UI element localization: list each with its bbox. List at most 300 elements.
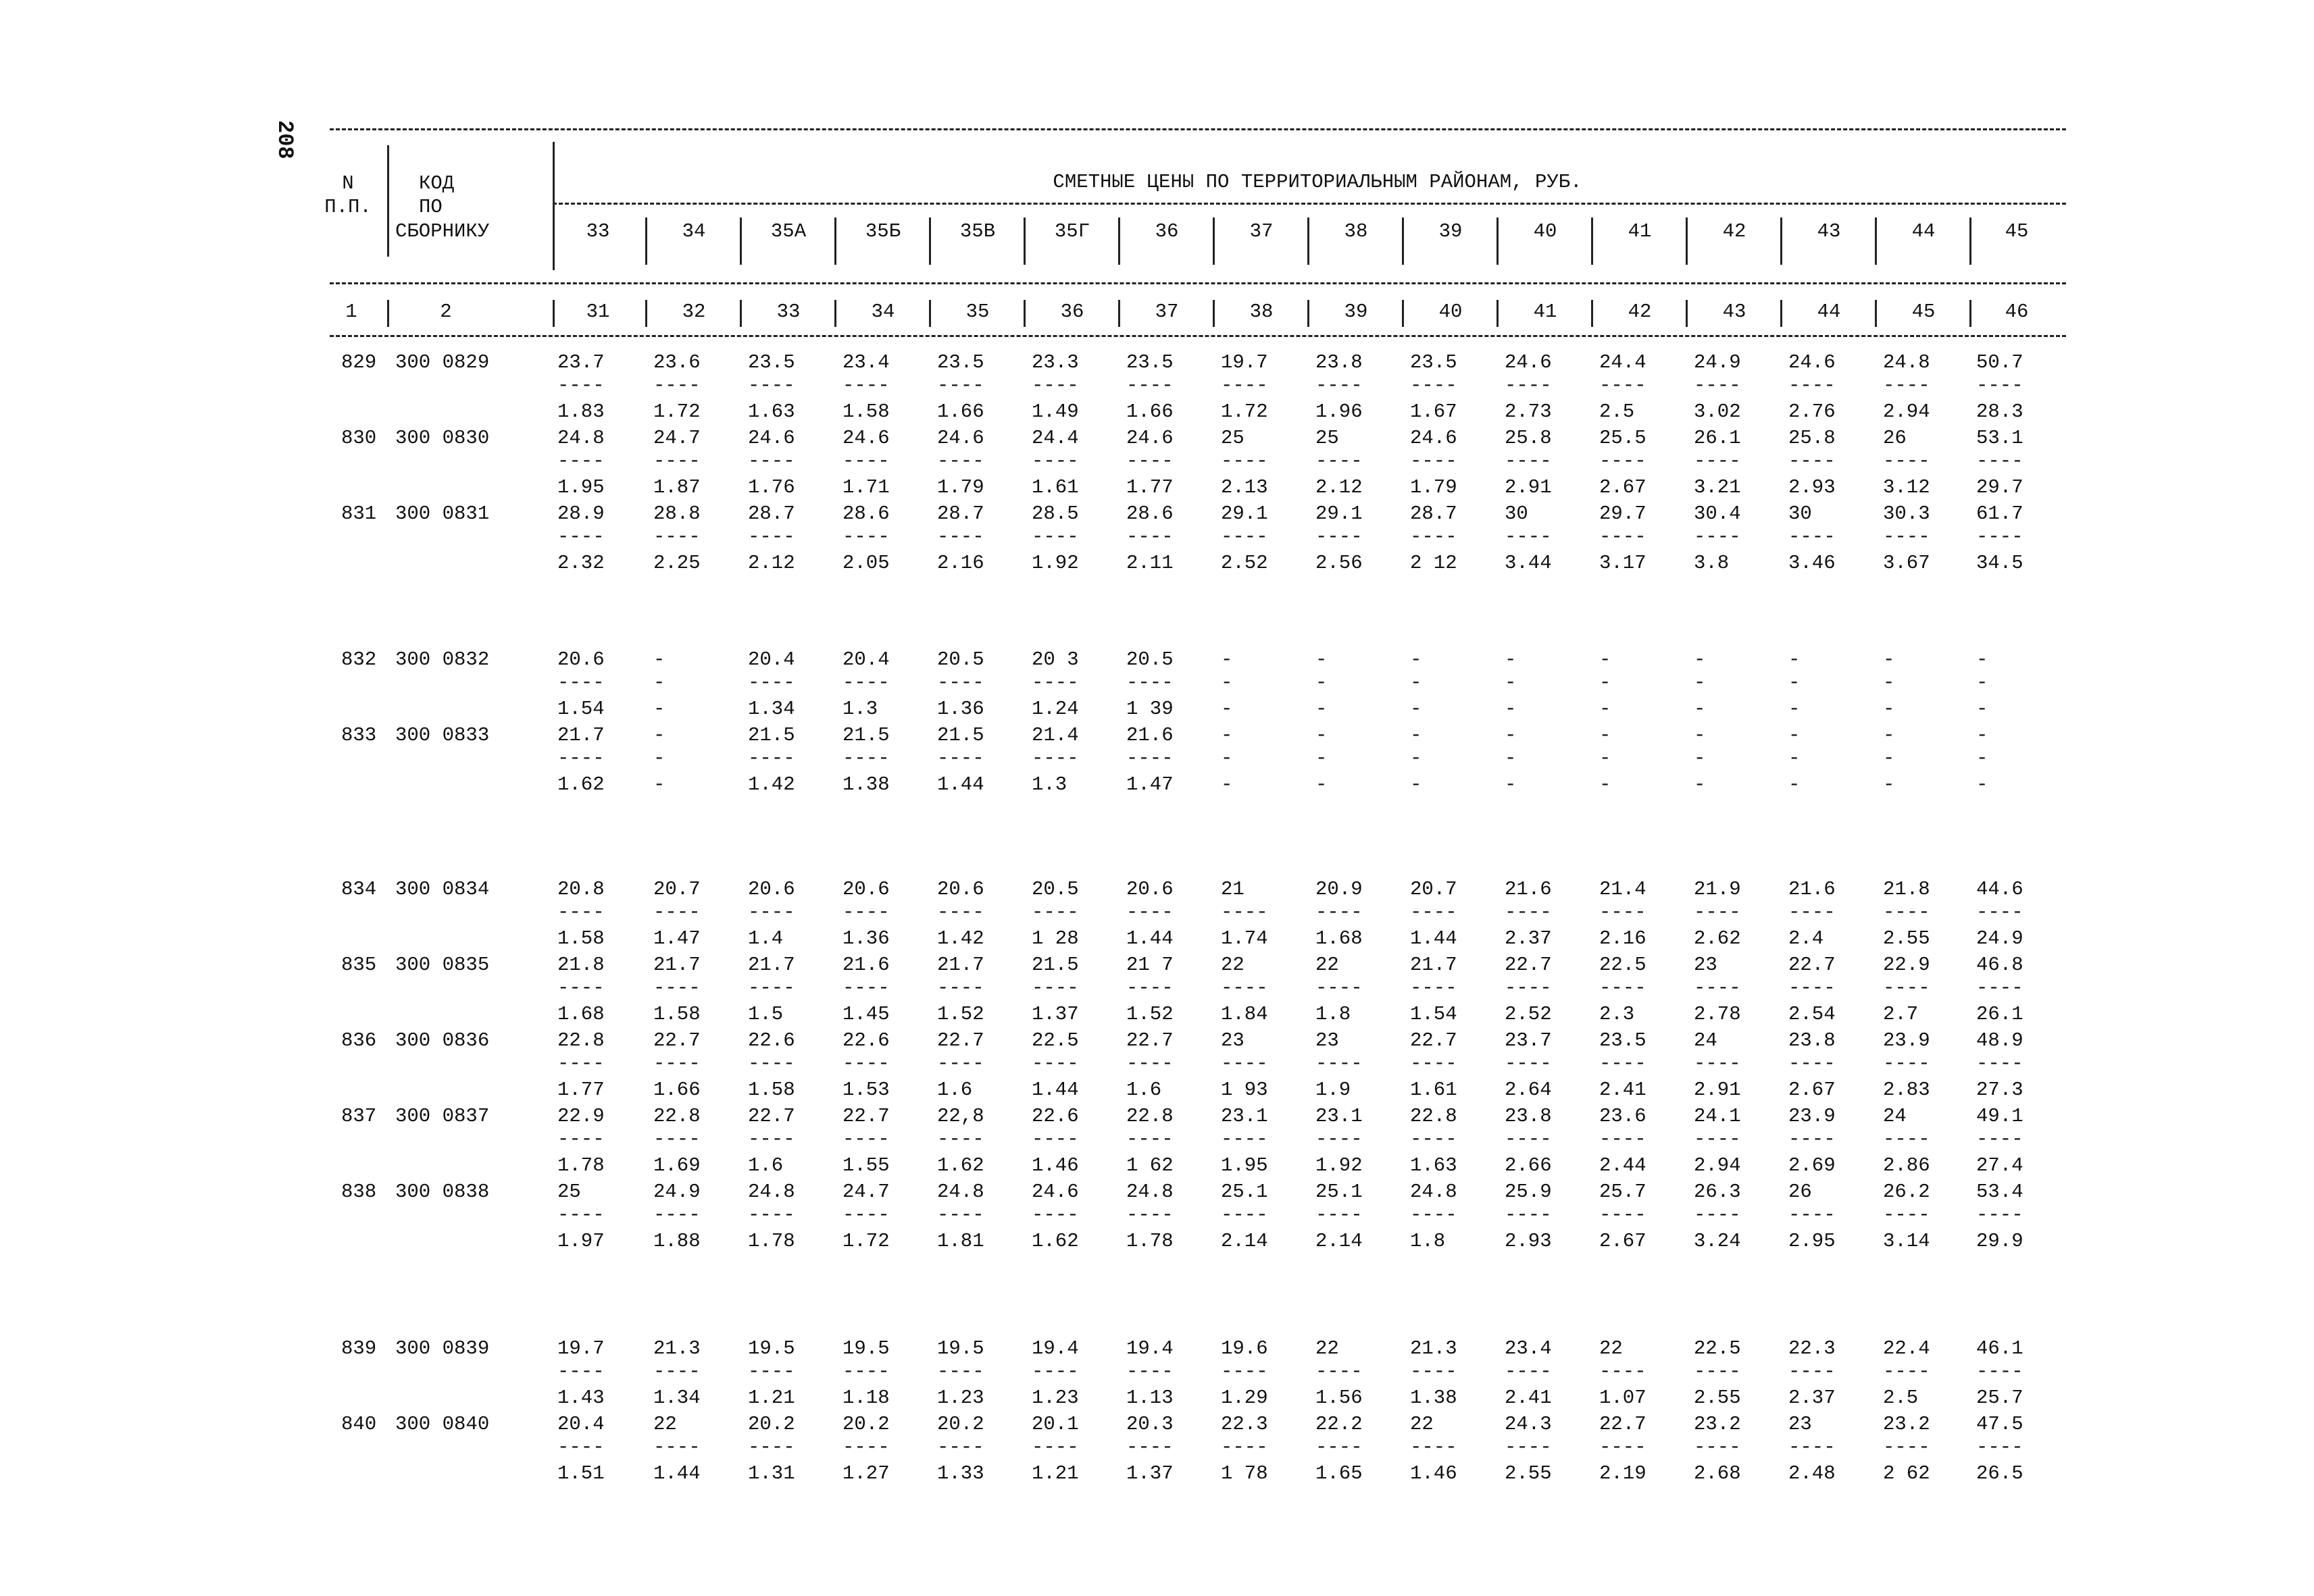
fraction-line: ---- (1788, 374, 1836, 396)
fraction-line: ---- (1221, 374, 1268, 396)
fraction-line: ---- (1410, 525, 1457, 548)
colnum-label: 33 (776, 301, 801, 323)
cell-denominator: - (1410, 698, 1422, 720)
cell-numerator: 25 (1315, 427, 1339, 449)
cell-dash: - (1315, 671, 1328, 694)
cell-denominator: 2.52 (1505, 1003, 1552, 1025)
cell-dash: - (653, 671, 665, 694)
fraction-line: ---- (1315, 977, 1363, 999)
cell-numerator: 24.9 (1694, 351, 1741, 374)
cell-numerator: 21.7 (653, 954, 701, 976)
fraction-line: ---- (1126, 1360, 1174, 1383)
fraction-line: ---- (937, 1360, 984, 1383)
cell-denominator: 2.66 (1505, 1154, 1552, 1177)
fraction-line: ---- (937, 374, 984, 396)
header-vbar-2 (387, 203, 389, 257)
header-col-sep-11 (1686, 217, 1688, 265)
cell-denominator: - (1976, 773, 1988, 796)
cell-numerator: 20.4 (748, 648, 795, 671)
cell-denominator: 2.55 (1883, 927, 1930, 950)
cell-denominator: 1.78 (748, 1230, 795, 1252)
colnum-label: 40 (1438, 301, 1463, 323)
fraction-line: ---- (1126, 1128, 1174, 1150)
row-number: 831 (341, 503, 377, 525)
cell-denominator: 1.37 (1126, 1462, 1174, 1485)
fraction-line: ---- (1315, 450, 1363, 472)
cell-denominator: 1.58 (842, 401, 890, 423)
cell-denominator: - (1315, 773, 1328, 796)
cell-denominator: 2.16 (1599, 927, 1646, 950)
fraction-line: ---- (1315, 1204, 1363, 1226)
cell-denominator: 1.43 (557, 1387, 605, 1409)
cell-denominator: 2.86 (1883, 1154, 1930, 1177)
cell-numerator: 29.1 (1221, 503, 1268, 525)
fraction-line: ---- (1221, 977, 1268, 999)
district-label: 45 (2005, 220, 2029, 242)
cell-numerator: 24.1 (1694, 1105, 1741, 1127)
cell-dash: - (1788, 747, 1801, 769)
cell-numerator: - (1410, 648, 1422, 671)
cell-numerator: 19.4 (1032, 1337, 1079, 1360)
fraction-line: ---- (1032, 1128, 1079, 1150)
cell-denominator: 3.21 (1694, 476, 1741, 498)
cell-denominator: 1.6 (937, 1079, 973, 1101)
row-code: 300 0834 (395, 878, 490, 900)
cell-numerator: 21.7 (557, 724, 605, 746)
cell-numerator: - (1599, 724, 1611, 746)
cell-numerator: - (653, 648, 665, 671)
cell-numerator: 20.1 (1032, 1413, 1079, 1435)
fraction-line: ---- (842, 450, 890, 472)
cell-denominator: 2.93 (1788, 476, 1836, 498)
colnum-sep-14 (1969, 300, 1971, 327)
cell-denominator: 1.47 (1126, 773, 1174, 796)
colnum-sep-11 (1686, 300, 1688, 327)
fraction-line: ---- (937, 1052, 984, 1075)
cell-denominator: 2.67 (1788, 1079, 1836, 1101)
colnum-label: 1 (345, 301, 357, 323)
fraction-line: ---- (1599, 450, 1646, 472)
cell-denominator: 1.13 (1126, 1387, 1174, 1409)
cell-numerator: 24.7 (842, 1181, 890, 1203)
cell-numerator: 21.6 (1788, 878, 1836, 900)
fraction-line: ---- (842, 671, 890, 694)
cell-numerator: 61.7 (1976, 503, 2023, 525)
fraction-line: ---- (557, 1052, 605, 1075)
fraction-line: ---- (1126, 374, 1174, 396)
row-code: 300 0833 (395, 724, 490, 746)
cell-numerator: 22 (1315, 954, 1339, 976)
cell-denominator: - (1599, 698, 1611, 720)
fraction-line: ---- (1221, 1360, 1268, 1383)
cell-denominator: 3.8 (1694, 552, 1730, 574)
cell-denominator: 2.12 (748, 552, 795, 574)
fraction-line: ---- (1976, 1128, 2023, 1150)
cell-numerator: 24.8 (937, 1181, 984, 1203)
cell-denominator: 1.61 (1032, 476, 1079, 498)
fraction-line: ---- (1221, 1052, 1268, 1075)
header-col-sep-12 (1780, 217, 1782, 265)
cell-numerator: 22.7 (653, 1029, 701, 1052)
colnum-label: 32 (682, 301, 706, 323)
cell-denominator: 1.72 (1221, 401, 1268, 423)
fraction-line: ---- (1788, 450, 1836, 472)
fraction-line: ---- (1883, 374, 1930, 396)
cell-numerator: 24.8 (1410, 1181, 1457, 1203)
fraction-line: ---- (1694, 901, 1741, 923)
cell-numerator: 23.1 (1221, 1105, 1268, 1127)
cell-numerator: 53.4 (1976, 1181, 2023, 1203)
fraction-line: ---- (653, 374, 701, 396)
cell-denominator: 1.67 (1410, 401, 1457, 423)
fraction-line: ---- (937, 450, 984, 472)
cell-numerator: 22 (1315, 1337, 1339, 1360)
row-code: 300 0831 (395, 503, 490, 525)
fraction-line: ---- (557, 977, 605, 999)
colnum-sep-0 (645, 300, 647, 327)
district-label: 39 (1438, 220, 1463, 242)
fraction-line: ---- (748, 747, 795, 769)
row-number: 829 (341, 351, 377, 374)
cell-denominator: 1.58 (748, 1079, 795, 1101)
cell-numerator: 20.6 (557, 648, 605, 671)
cell-numerator: 24.6 (1126, 427, 1174, 449)
cell-denominator: - (1221, 773, 1233, 796)
cell-numerator: 21.7 (1410, 954, 1457, 976)
fraction-line: ---- (1505, 901, 1552, 923)
cell-numerator: 23.8 (1315, 351, 1363, 374)
cell-denominator: - (1221, 698, 1233, 720)
cell-numerator: 23.8 (1505, 1105, 1552, 1127)
cell-denominator: 1.79 (1410, 476, 1457, 498)
cell-numerator: 20.9 (1315, 878, 1363, 900)
cell-numerator: 28.6 (842, 503, 890, 525)
fraction-line: ---- (557, 1204, 605, 1226)
cell-numerator: 22.9 (1883, 954, 1930, 976)
cell-numerator: 21.5 (937, 724, 984, 746)
cell-denominator: 1.96 (1315, 401, 1363, 423)
cell-numerator: - (1505, 724, 1517, 746)
cell-denominator: 1.68 (557, 1003, 605, 1025)
cell-denominator: - (1788, 773, 1801, 796)
cell-numerator: - (1694, 724, 1706, 746)
cell-numerator: 46.1 (1976, 1337, 2023, 1360)
fraction-line: ---- (748, 1052, 795, 1075)
cell-denominator: 1 78 (1221, 1462, 1268, 1485)
cell-denominator: 2.54 (1788, 1003, 1836, 1025)
cell-denominator: 1.63 (1410, 1154, 1457, 1177)
cell-denominator: 3.12 (1883, 476, 1930, 498)
fraction-line: ---- (1221, 1204, 1268, 1226)
row-number: 839 (341, 1337, 377, 1360)
fraction-line: ---- (1410, 1360, 1457, 1383)
fraction-line: ---- (1599, 374, 1646, 396)
district-label: 40 (1533, 220, 1557, 242)
cell-denominator: 2.14 (1221, 1230, 1268, 1252)
cell-numerator: 22.8 (1126, 1105, 1174, 1127)
cell-denominator: 1.34 (748, 698, 795, 720)
fraction-line: ---- (1883, 525, 1930, 548)
cell-denominator: 2.5 (1883, 1387, 1919, 1409)
cell-numerator: 22.7 (748, 1105, 795, 1127)
cell-denominator: 2.67 (1599, 1230, 1646, 1252)
cell-denominator: 1.33 (937, 1462, 984, 1485)
fraction-line: ---- (557, 1128, 605, 1150)
cell-dash: - (1976, 747, 1988, 769)
row-code: 300 0838 (395, 1181, 490, 1203)
cell-numerator: 25.9 (1505, 1181, 1552, 1203)
cell-denominator: 1.54 (557, 698, 605, 720)
fraction-line: ---- (748, 901, 795, 923)
fraction-line: ---- (748, 1128, 795, 1150)
colnum-label: 41 (1533, 301, 1557, 323)
fraction-line: ---- (1410, 374, 1457, 396)
cell-denominator: 26.1 (1976, 1003, 2023, 1025)
cell-denominator: 2.05 (842, 552, 890, 574)
cell-numerator: 24.6 (748, 427, 795, 449)
fraction-line: ---- (842, 1052, 890, 1075)
fraction-line: ---- (1883, 1204, 1930, 1226)
fraction-line: ---- (842, 1436, 890, 1458)
cell-denominator: 2.95 (1788, 1230, 1836, 1252)
row-code: 300 0840 (395, 1413, 490, 1435)
cell-numerator: 19.5 (748, 1337, 795, 1360)
fraction-line: ---- (1883, 977, 1930, 999)
header-col-sep-5 (1118, 217, 1120, 265)
fraction-line: ---- (842, 1360, 890, 1383)
fraction-line: ---- (1694, 450, 1741, 472)
fraction-line: ---- (1976, 1360, 2023, 1383)
cell-denominator: 1.49 (1032, 401, 1079, 423)
cell-denominator: 1.36 (937, 698, 984, 720)
cell-numerator: 24.6 (937, 427, 984, 449)
colnum-label: 2 (440, 301, 452, 323)
fraction-line: ---- (1315, 1360, 1363, 1383)
cell-numerator: 22.4 (1883, 1337, 1930, 1360)
cell-numerator: 24.9 (653, 1181, 701, 1203)
cell-numerator: 23.1 (1315, 1105, 1363, 1127)
colnum-sep-8 (1402, 300, 1404, 327)
cell-denominator: 2.78 (1694, 1003, 1741, 1025)
cell-numerator: 28.7 (1410, 503, 1457, 525)
row-number: 837 (341, 1105, 377, 1127)
cell-denominator: 24.9 (1976, 927, 2023, 950)
cell-denominator: - (1505, 773, 1517, 796)
fraction-line: ---- (1126, 1204, 1174, 1226)
fraction-line: ---- (748, 450, 795, 472)
cell-numerator: 22.7 (1126, 1029, 1174, 1052)
cell-numerator: 22.6 (842, 1029, 890, 1052)
cell-denominator: - (1599, 773, 1611, 796)
cell-denominator: 29.9 (1976, 1230, 2023, 1252)
cell-numerator: 23.4 (1505, 1337, 1552, 1360)
cell-numerator: 49.1 (1976, 1105, 2023, 1127)
cell-denominator: 1.38 (842, 773, 890, 796)
header-sub-rule (330, 282, 2066, 284)
cell-denominator: 1.81 (937, 1230, 984, 1252)
fraction-line: ---- (1032, 1052, 1079, 1075)
cell-denominator: 1 93 (1221, 1079, 1268, 1101)
colnum-label: 39 (1344, 301, 1368, 323)
fraction-line: ---- (1410, 450, 1457, 472)
cell-numerator: 24.8 (1883, 351, 1930, 374)
cell-denominator: 1.18 (842, 1387, 890, 1409)
cell-numerator: 22.7 (1599, 1413, 1646, 1435)
cell-denominator: 1.21 (748, 1387, 795, 1409)
prices-title: СМЕТНЫЕ ЦЕНЫ ПО ТЕРРИТОРИАЛЬНЫМ РАЙОНАМ, РУБ. (1053, 171, 1582, 193)
cell-denominator: 1.42 (937, 927, 984, 950)
cell-denominator: 1.92 (1032, 552, 1079, 574)
fraction-line: ---- (1032, 1360, 1079, 1383)
fraction-line: ---- (842, 901, 890, 923)
cell-denominator: 2.67 (1599, 476, 1646, 498)
page-number: 208 (272, 120, 297, 159)
cell-numerator: 26 (1883, 427, 1907, 449)
cell-numerator: 25.5 (1599, 427, 1646, 449)
cell-denominator: 2.52 (1221, 552, 1268, 574)
cell-numerator: 24.8 (557, 427, 605, 449)
colnum-sep-5 (1118, 300, 1120, 327)
cell-numerator: - (1505, 648, 1517, 671)
fraction-line: ---- (1032, 901, 1079, 923)
cell-denominator: 1.8 (1410, 1230, 1446, 1252)
cell-numerator: 21.8 (557, 954, 605, 976)
cell-denominator: 1.63 (748, 401, 795, 423)
colnum-sep-2 (834, 300, 836, 327)
fraction-line: ---- (1505, 1436, 1552, 1458)
header-code-label: КОД (419, 172, 455, 195)
cell-denominator: 1.53 (842, 1079, 890, 1101)
cell-dash: - (1505, 747, 1517, 769)
header-col-sep-13 (1875, 217, 1877, 265)
cell-denominator: 1 28 (1032, 927, 1079, 950)
fraction-line: ---- (1788, 977, 1836, 999)
cell-denominator: 2.83 (1883, 1079, 1930, 1101)
cell-denominator: - (1410, 773, 1422, 796)
fraction-line: ---- (1221, 901, 1268, 923)
cell-denominator: 3.44 (1505, 552, 1552, 574)
fraction-line: ---- (1976, 1052, 2023, 1075)
fraction-line: ---- (1599, 1360, 1646, 1383)
district-label: 35Б (865, 220, 901, 242)
cell-dash: - (1410, 747, 1422, 769)
cell-denominator: 1.54 (1410, 1003, 1457, 1025)
cell-numerator: 20.2 (748, 1413, 795, 1435)
cell-denominator: 1.27 (842, 1462, 890, 1485)
row-code: 300 0832 (395, 648, 490, 671)
fraction-line: ---- (1315, 374, 1363, 396)
cell-dash: - (653, 747, 665, 769)
cell-denominator: 1.61 (1410, 1079, 1457, 1101)
cell-denominator: 2.4 (1788, 927, 1824, 950)
cell-dash: - (1976, 671, 1988, 694)
cell-denominator: 2.32 (557, 552, 605, 574)
cell-numerator: 21.7 (937, 954, 984, 976)
cell-denominator: 27.3 (1976, 1079, 2023, 1101)
fraction-line: ---- (748, 671, 795, 694)
header-n-label: N (342, 172, 354, 195)
cell-numerator: 22.8 (653, 1105, 701, 1127)
district-label: 34 (682, 220, 706, 242)
cell-numerator: - (1221, 724, 1233, 746)
fraction-line: ---- (557, 374, 605, 396)
cell-numerator: 26.3 (1694, 1181, 1741, 1203)
cell-numerator: 19.7 (1221, 351, 1268, 374)
cell-denominator: 2.41 (1505, 1387, 1552, 1409)
cell-numerator: 30.4 (1694, 503, 1741, 525)
fraction-line: ---- (1032, 450, 1079, 472)
cell-numerator: 22.7 (1410, 1029, 1457, 1052)
cell-denominator: 1.62 (1032, 1230, 1079, 1252)
cell-numerator: 23 (1315, 1029, 1339, 1052)
cell-denominator: 2.37 (1788, 1387, 1836, 1409)
cell-numerator: - (1221, 648, 1233, 671)
cell-denominator: 3.24 (1694, 1230, 1741, 1252)
cell-numerator: - (1315, 648, 1328, 671)
fraction-line: ---- (653, 1436, 701, 1458)
cell-numerator: 30 (1505, 503, 1528, 525)
cell-denominator: 1.47 (653, 927, 701, 950)
fraction-line: ---- (748, 977, 795, 999)
cell-denominator: 1.78 (1126, 1230, 1174, 1252)
fraction-line: ---- (1315, 901, 1363, 923)
cell-numerator: 26.2 (1883, 1181, 1930, 1203)
cell-numerator: 24.4 (1599, 351, 1646, 374)
header-col-sep-3 (929, 217, 931, 265)
cell-numerator: 22.8 (557, 1029, 605, 1052)
cell-numerator: 22.7 (937, 1029, 984, 1052)
cell-denominator: 28.3 (1976, 401, 2023, 423)
fraction-line: ---- (937, 525, 984, 548)
district-label: 33 (586, 220, 610, 242)
cell-numerator: 20.6 (748, 878, 795, 900)
header-col-sep-7 (1307, 217, 1309, 265)
fraction-line: ---- (1976, 977, 2023, 999)
cell-denominator: 1.76 (748, 476, 795, 498)
fraction-line: ---- (1694, 1052, 1741, 1075)
cell-numerator: 25 (1221, 427, 1244, 449)
cell-denominator: 1.46 (1410, 1462, 1457, 1485)
cell-numerator: 28.8 (653, 503, 701, 525)
cell-denominator: 1.84 (1221, 1003, 1268, 1025)
cell-denominator: 1.42 (748, 773, 795, 796)
colnum-sep-4 (1024, 300, 1026, 327)
cell-numerator: 26.1 (1694, 427, 1741, 449)
fraction-line: ---- (1976, 1204, 2023, 1226)
cell-denominator: 2.91 (1505, 476, 1552, 498)
cell-denominator: 1.79 (937, 476, 984, 498)
cell-denominator: 1.52 (1126, 1003, 1174, 1025)
header-top-rule (330, 128, 2066, 130)
row-number: 838 (341, 1181, 377, 1203)
cell-numerator: 20.2 (842, 1413, 890, 1435)
cell-denominator: 2.19 (1599, 1462, 1646, 1485)
fraction-line: ---- (1788, 525, 1836, 548)
fraction-line: ---- (748, 1360, 795, 1383)
cell-denominator: 2.93 (1505, 1230, 1552, 1252)
fraction-line: ---- (1032, 977, 1079, 999)
fraction-line: ---- (1126, 1052, 1174, 1075)
cell-denominator: 2.56 (1315, 552, 1363, 574)
cell-numerator: 20.5 (937, 648, 984, 671)
cell-denominator: 1.21 (1032, 1462, 1079, 1485)
fraction-line: ---- (1505, 525, 1552, 548)
fraction-line: ---- (1694, 1204, 1741, 1226)
cell-numerator: - (1883, 648, 1895, 671)
district-label: 35В (959, 220, 996, 242)
fraction-line: ---- (937, 1436, 984, 1458)
fraction-line: ---- (1976, 901, 2023, 923)
